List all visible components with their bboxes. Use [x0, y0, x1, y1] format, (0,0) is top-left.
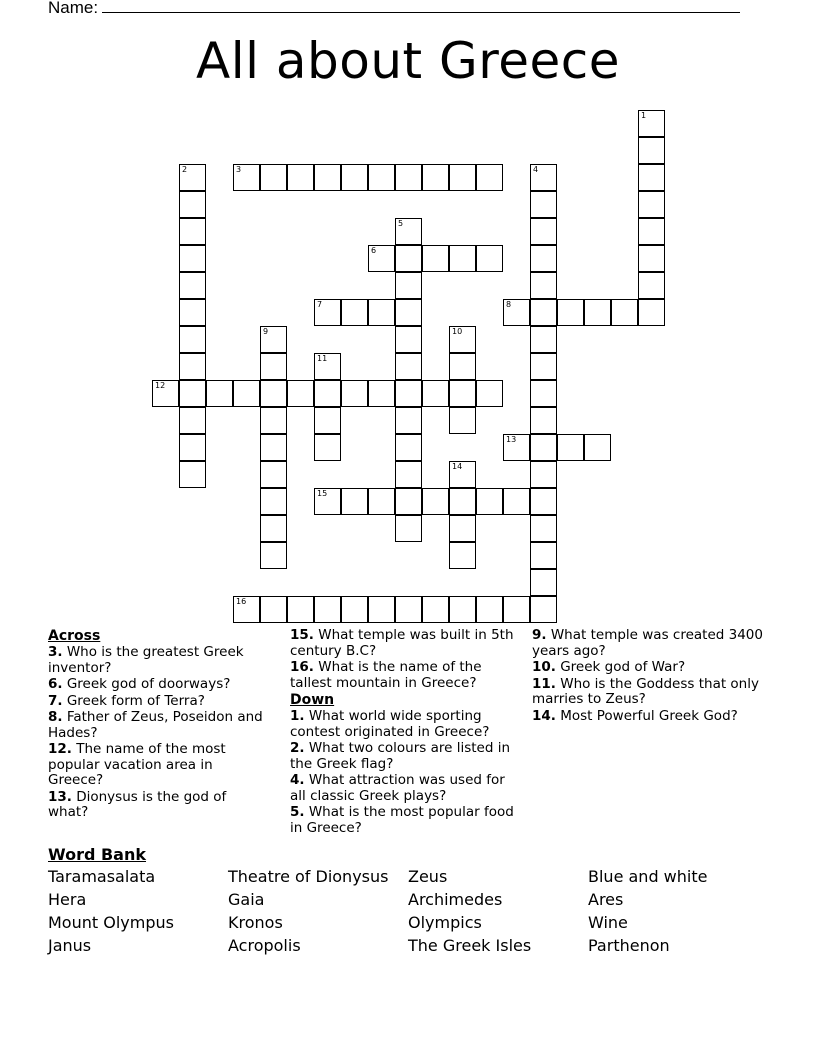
crossword-cell[interactable]: [395, 488, 422, 515]
clue-number: 11: [317, 354, 328, 363]
word-bank-item: Blue and white: [588, 867, 708, 886]
crossword-cell[interactable]: [314, 488, 341, 515]
crossword-cell[interactable]: [341, 596, 368, 623]
word-bank-item: Archimedes: [408, 890, 503, 909]
crossword-cell[interactable]: [449, 596, 476, 623]
crossword-cell[interactable]: [152, 380, 179, 407]
crossword-cell[interactable]: [530, 299, 557, 326]
clue-number: 5: [398, 219, 404, 228]
crossword-cell[interactable]: [287, 596, 314, 623]
crossword-cell[interactable]: [449, 380, 476, 407]
crossword-cell[interactable]: [530, 569, 557, 596]
crossword-cell[interactable]: [314, 164, 341, 191]
crossword-cell[interactable]: [503, 596, 530, 623]
word-bank: [48, 867, 768, 955]
clue-across-6: 6. Greek god of doorways?: [48, 676, 231, 692]
clue-across-13: 13. Dionysus is the god of what?: [48, 788, 227, 820]
crossword-cell[interactable]: [260, 542, 287, 569]
crossword-cell[interactable]: [449, 164, 476, 191]
crossword-cell[interactable]: [179, 326, 206, 353]
crossword-cell[interactable]: [557, 434, 584, 461]
word-bank-item: Ares: [588, 890, 624, 909]
crossword-cell[interactable]: [314, 596, 341, 623]
clue-number: 3: [236, 165, 242, 174]
crossword-cell[interactable]: [395, 461, 422, 488]
crossword-cell[interactable]: [368, 164, 395, 191]
crossword-cell[interactable]: [530, 407, 557, 434]
clues-column-3: [532, 628, 772, 725]
crossword-cell[interactable]: [395, 299, 422, 326]
clue-down-14: 14. Most Powerful Greek God?: [532, 707, 738, 724]
crossword-cell[interactable]: [395, 272, 422, 299]
crossword-cell[interactable]: [449, 245, 476, 272]
crossword-cell[interactable]: [368, 380, 395, 407]
clue-down-9: 9. What temple was created 3400 years ago?: [532, 627, 763, 659]
crossword-cell[interactable]: [260, 434, 287, 461]
crossword-cell[interactable]: [314, 434, 341, 461]
crossword-cell[interactable]: [179, 164, 206, 191]
crossword-cell[interactable]: [638, 191, 665, 218]
crossword-cell[interactable]: [260, 380, 287, 407]
word-bank-item: Kronos: [228, 913, 283, 932]
crossword-cell[interactable]: [638, 299, 665, 326]
crossword-cell[interactable]: [530, 542, 557, 569]
clue-across-7: 7. Greek form of Terra?: [48, 692, 205, 709]
crossword-cell[interactable]: [530, 434, 557, 461]
crossword-cell[interactable]: [422, 596, 449, 623]
word-bank-item: Mount Olympus: [48, 913, 174, 932]
word-bank-item: Hera: [48, 890, 87, 909]
crossword-cell[interactable]: [638, 110, 665, 137]
crossword-cell[interactable]: [476, 488, 503, 515]
crossword-cell[interactable]: [530, 596, 557, 623]
crossword-cell[interactable]: [260, 515, 287, 542]
crossword-cell[interactable]: [314, 299, 341, 326]
clue-number: 4: [533, 165, 539, 174]
crossword-cell[interactable]: [422, 380, 449, 407]
crossword-cell[interactable]: [476, 164, 503, 191]
word-bank-item: Theatre of Dionysus: [228, 867, 389, 886]
crossword-cell[interactable]: [233, 164, 260, 191]
crossword-cell[interactable]: [530, 326, 557, 353]
crossword-cell[interactable]: [260, 596, 287, 623]
crossword-cell[interactable]: [179, 191, 206, 218]
word-bank-title: Word Bank: [48, 845, 147, 864]
crossword-cell[interactable]: [530, 245, 557, 272]
crossword-cell[interactable]: [530, 191, 557, 218]
clue-across-15: 15. What temple was built in 5th century B.C?: [290, 627, 514, 659]
crossword-cell[interactable]: [449, 542, 476, 569]
crossword-cell[interactable]: [179, 272, 206, 299]
crossword-cell[interactable]: [179, 245, 206, 272]
across-heading: Across: [48, 628, 101, 644]
crossword-cell[interactable]: [584, 434, 611, 461]
clue-number: 14: [452, 462, 463, 471]
crossword-cell[interactable]: [530, 218, 557, 245]
word-bank-item: Parthenon: [588, 936, 670, 955]
crossword-cell[interactable]: [476, 380, 503, 407]
crossword-cell[interactable]: [260, 353, 287, 380]
crossword-cell[interactable]: [422, 164, 449, 191]
crossword-cell[interactable]: [287, 380, 314, 407]
crossword-cell[interactable]: [179, 380, 206, 407]
crossword-cell[interactable]: [530, 461, 557, 488]
crossword-cell[interactable]: [503, 434, 530, 461]
name-label: Name:: [48, 0, 99, 17]
crossword-cell[interactable]: [314, 407, 341, 434]
crossword-cell[interactable]: [530, 380, 557, 407]
crossword-cell[interactable]: [395, 326, 422, 353]
crossword-cell[interactable]: [449, 515, 476, 542]
word-bank-item: Acropolis: [228, 936, 301, 955]
crossword-cell[interactable]: [638, 218, 665, 245]
crossword-cell[interactable]: [449, 326, 476, 353]
crossword-cell[interactable]: [476, 245, 503, 272]
crossword-cell[interactable]: [449, 407, 476, 434]
crossword-cell[interactable]: [395, 596, 422, 623]
word-bank-item: Wine: [588, 913, 628, 932]
clue-across-16: 16. What is the name of the tallest mountain in Greece?: [290, 659, 482, 691]
crossword-cell[interactable]: [395, 434, 422, 461]
crossword-cell[interactable]: [557, 299, 584, 326]
down-heading: Down: [290, 692, 335, 708]
clues-column-2: [290, 628, 515, 837]
crossword-cell[interactable]: [638, 272, 665, 299]
word-bank-item: Olympics: [408, 913, 482, 932]
crossword-cell[interactable]: [449, 488, 476, 515]
word-bank-item: Taramasalata: [48, 867, 156, 886]
crossword-cell[interactable]: [179, 461, 206, 488]
crossword-cell[interactable]: [368, 488, 395, 515]
crossword-cell[interactable]: [179, 353, 206, 380]
crossword-cell[interactable]: [395, 353, 422, 380]
crossword-cell[interactable]: [503, 488, 530, 515]
clue-number: 13: [506, 435, 517, 444]
crossword-cell[interactable]: [422, 488, 449, 515]
clue-number: 9: [263, 327, 269, 336]
crossword-cell[interactable]: [584, 299, 611, 326]
clue-number: 8: [506, 300, 512, 309]
clue-across-8: 8. Father of Zeus, Poseidon and Hades?: [48, 709, 263, 741]
crossword-cell[interactable]: [233, 380, 260, 407]
crossword-cell[interactable]: [395, 164, 422, 191]
crossword-cell[interactable]: [260, 461, 287, 488]
clue-number: 15: [317, 489, 328, 498]
crossword-cell[interactable]: [179, 407, 206, 434]
crossword-cell[interactable]: [449, 353, 476, 380]
clue-number: 12: [155, 381, 166, 390]
crossword-cell[interactable]: [395, 407, 422, 434]
clue-number: 2: [182, 165, 188, 174]
crossword-cell[interactable]: [449, 461, 476, 488]
crossword-cell[interactable]: [395, 218, 422, 245]
crossword-cell[interactable]: [260, 326, 287, 353]
crossword-cell[interactable]: [530, 515, 557, 542]
crossword-cell[interactable]: [368, 245, 395, 272]
word-bank-item: The Greek Isles: [408, 936, 532, 955]
crossword-cell[interactable]: [422, 245, 449, 272]
word-bank-item: Zeus: [408, 867, 448, 886]
crossword-cell[interactable]: [314, 380, 341, 407]
crossword-cell[interactable]: [260, 407, 287, 434]
word-bank-item: Janus: [48, 936, 92, 955]
crossword-cell[interactable]: [260, 164, 287, 191]
crossword-cell[interactable]: [530, 164, 557, 191]
crossword-cell[interactable]: [287, 164, 314, 191]
clue-down-11: 11. Who is the Goddess that only marries to Zeus?: [532, 675, 759, 707]
crossword-cell[interactable]: [395, 515, 422, 542]
crossword-cell[interactable]: [179, 299, 206, 326]
clue-down-10: 10. Greek god of War?: [532, 659, 686, 675]
clue-number: 10: [452, 327, 463, 336]
clue-down-4: 4. What attraction was used for all classic Greek plays?: [290, 772, 505, 804]
crossword-cell[interactable]: [233, 596, 260, 623]
crossword-cell[interactable]: [368, 299, 395, 326]
crossword-cell[interactable]: [638, 245, 665, 272]
crossword-cell[interactable]: [179, 434, 206, 461]
crossword-cell[interactable]: [206, 380, 233, 407]
clues-column-1: [48, 628, 268, 822]
clue-number: 7: [317, 300, 323, 309]
crossword-cell[interactable]: [395, 380, 422, 407]
crossword-cell[interactable]: [530, 488, 557, 515]
page-title: All about Greece: [195, 32, 620, 90]
crossword-cell[interactable]: [341, 488, 368, 515]
crossword-cell[interactable]: [341, 380, 368, 407]
crossword-cell[interactable]: [341, 164, 368, 191]
crossword-cell[interactable]: [476, 596, 503, 623]
crossword-cell[interactable]: [314, 353, 341, 380]
clue-down-2: 2. What two colours are listed in the Greek flag?: [290, 740, 511, 772]
clue-number: 1: [641, 111, 647, 120]
clue-across-3: 3. Who is the greatest Greek inventor?: [48, 644, 244, 676]
clue-number: 6: [371, 246, 377, 255]
clue-down-1: 1. What world wide sporting contest originated in Greece?: [290, 708, 490, 740]
crossword-cell[interactable]: [260, 488, 287, 515]
crossword-cell[interactable]: [179, 218, 206, 245]
crossword-cell[interactable]: [638, 137, 665, 164]
word-bank-item: Gaia: [228, 890, 265, 909]
clue-across-12: 12. The name of the most popular vacation area in Greece?: [48, 741, 226, 788]
crossword-cell[interactable]: [611, 299, 638, 326]
crossword-cell[interactable]: [395, 245, 422, 272]
crossword-cell[interactable]: [503, 299, 530, 326]
crossword-cell[interactable]: [341, 299, 368, 326]
crossword-cell[interactable]: [530, 272, 557, 299]
clue-down-5: 5. What is the most popular food in Greece?: [290, 804, 514, 836]
crossword-cell[interactable]: [530, 353, 557, 380]
crossword-cell[interactable]: [368, 596, 395, 623]
crossword-cell[interactable]: [638, 164, 665, 191]
clue-number: 16: [236, 597, 247, 606]
